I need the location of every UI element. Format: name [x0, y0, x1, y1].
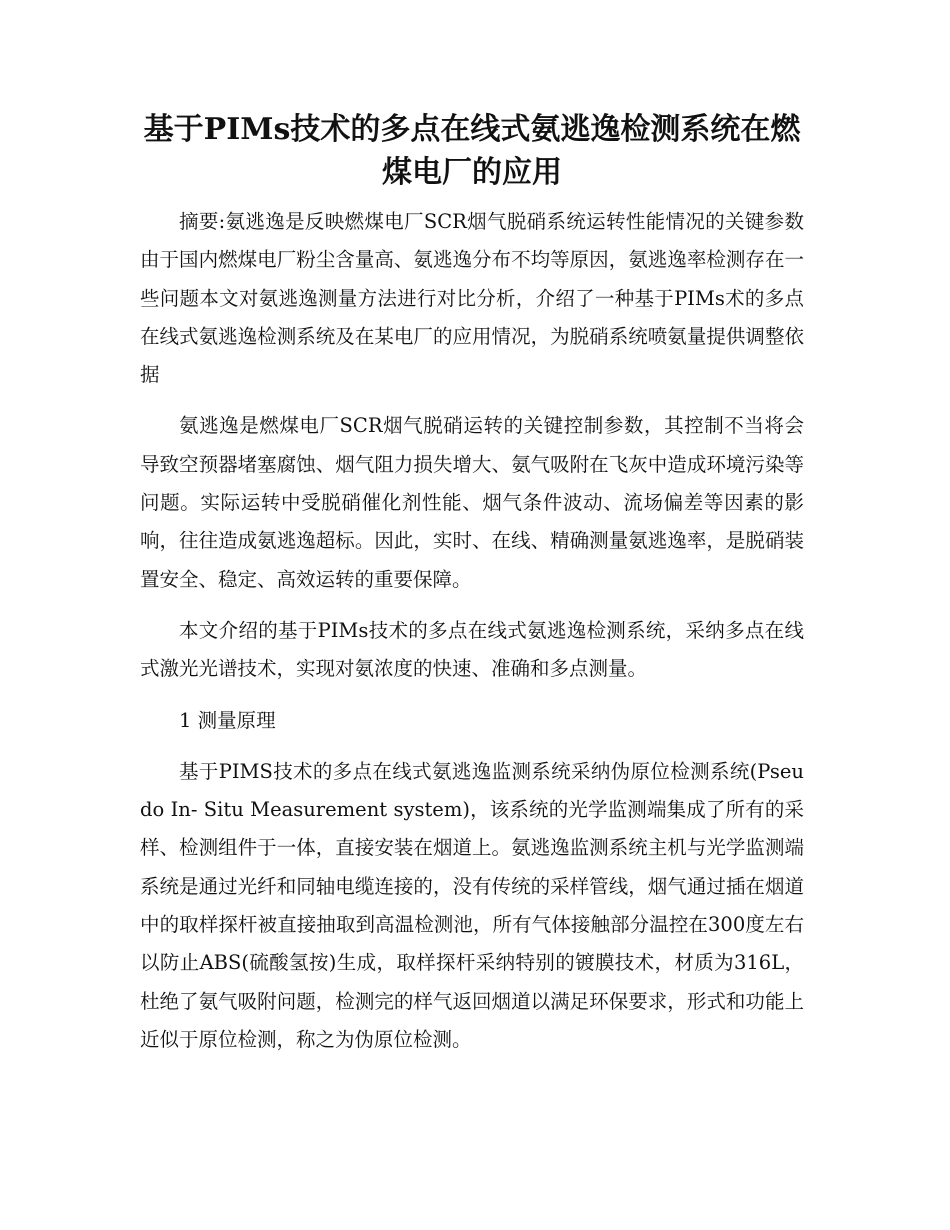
- summary-paragraph: 本文介绍的基于PIMs技术的多点在线式氨逃逸检测系统，采纳多点在线式激光光谱技术，实现对氨浓度的快速、准确和多点测量。: [140, 618, 804, 681]
- section-heading: 1 测量原理: [179, 708, 276, 732]
- abstract-paragraph: 摘要:氨逃逸是反映燃煤电厂SCR烟气脱硝系统运转性能情况的关键参数由于国内燃煤电厂粉尘含量高、氨逃逸分布不均等原因，氨逃逸率检测存在一些问题本文对氨逃逸测量方法进行对比分析，介绍了一种基于PIMs术的多点在线式氨逃逸检测系统及在某电厂的应用情况，为脱硝系统喷氨量提供调整依据: [140, 210, 804, 387]
- document-title: 基于PIMs技术的多点在线式氨逃逸检测系统在燃煤电厂的应用: [143, 112, 801, 190]
- intro-paragraph: 氨逃逸是燃煤电厂SCR烟气脱硝运转的关键控制参数，其控制不当将会导致空预器堵塞腐蚀、烟气阻力损失增大、氨气吸附在飞灰中造成环境污染等问题。实际运转中受脱硝催化剂性能、烟气条件波动、流场偏差等因素的影响，往往造成氨逃逸超标。因此，实时、在线、精确测量氨逃逸率，是脱硝装置安全、稳定、高效运转的重要保障。: [140, 414, 804, 591]
- document-page: [140, 108, 804, 1072]
- section-paragraph: 基于PIMS技术的多点在线式氨逃逸监测系统采纳伪原位检测系统(Pseudo In- Situ Measurement system)，该系统的光学监测端集成了所有的采样、检测组件于一体，直接安装在烟道上。氨逃逸监测系统主机与光学监测端系统是通过光纤和同轴电缆连接的，没有传统的采样管线，烟气通过插在烟道中的取样探杆被直接抽取到高温检测池，所有气体接触部分温控在300度左右以防止ABS(硫酸氢按)生成，取样探杆采纳特别的镀膜技术，材质为316L，杜绝了氨气吸附问题，检测完的样气返回烟道以满足环保要求，形式和功能上近似于原位检测，称之为伪原位检测。: [140, 759, 804, 1051]
